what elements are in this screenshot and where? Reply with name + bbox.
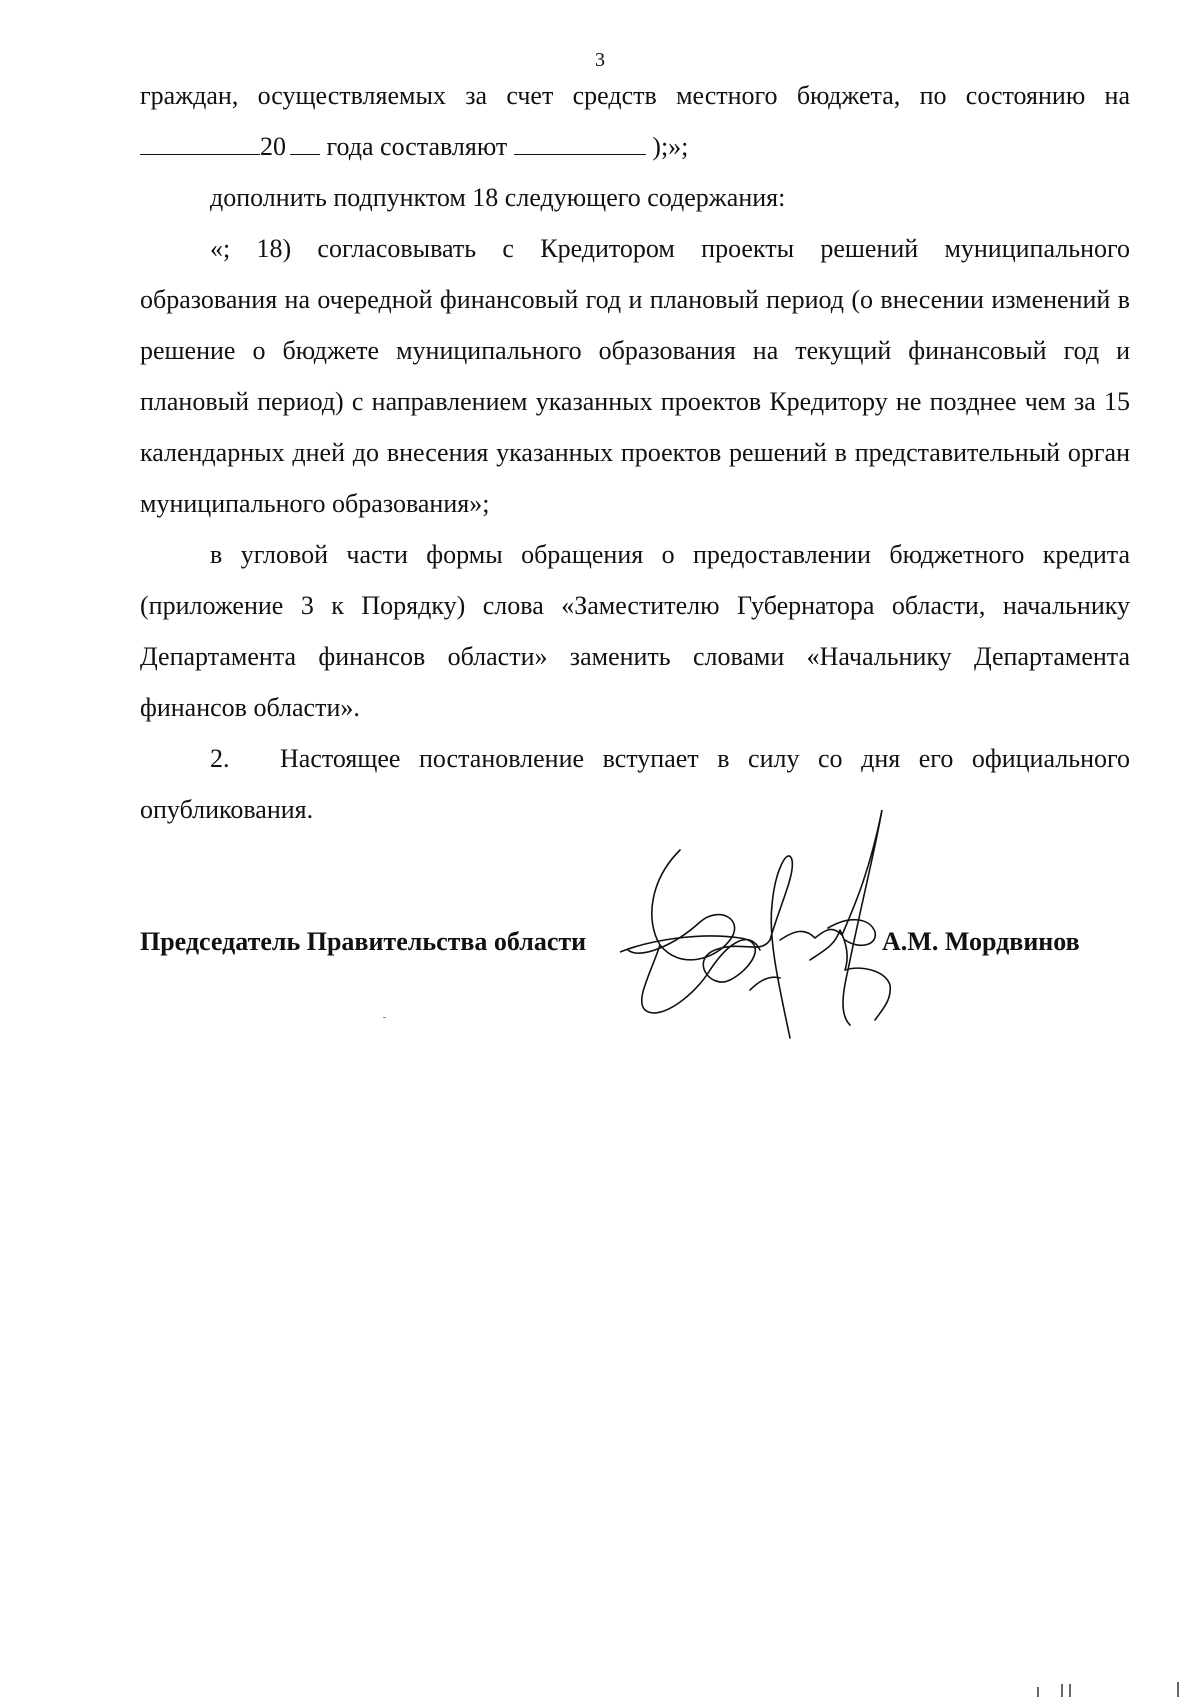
paragraph-corner-form: в угловой части формы обращения о предоставлении бюджетного кредита (приложение 3 к Порядку) слова «Заместителю Губернатора области, начальнику Департамента финансов области» заменить словами «Начальнику Департамента финансов области». [140,540,1130,722]
blank-field-year [290,132,320,155]
date-line-suffix: );»; [645,132,689,161]
handwritten-signature [620,810,910,1040]
signatory-name: А.М. Мордвинов [882,927,1080,956]
document-body [140,70,1130,835]
scan-speck [383,1017,386,1018]
page-number: 3 [595,49,605,71]
paragraph-continuation: граждан, осуществляемых за счет средств местного бюджета, по состоянию на [140,81,1130,110]
item-number: 2. [210,744,230,773]
item-2-text: Настоящее постановление вступает в силу со дня его официального опубликования. [140,744,1130,824]
signatory-title: Председатель Правительства области [140,927,587,956]
blank-field-date [140,132,260,155]
blank-field-amount [514,132,646,155]
paragraph-subitem-18: «; 18) согласовывать с Кредитором проекты решений муниципального образования на очередной финансовый год и плановый период (о внесении изменений в решение о бюджете муниципального образования на текущий финансовый год и плановый период) с направлением указанных проектов Кредитору не позднее чем за 15 календарных дней до внесения указанных проектов решений в представительный орган муниципального образования»; [140,234,1130,518]
paragraph-add-subitem: дополнить подпунктом 18 следующего содержания: [210,183,786,212]
paragraph-date-line [140,121,1130,172]
scan-edge-marks [1030,1680,1190,1697]
year-prefix: 20 [260,132,286,161]
date-line-mid-text: года составляют [320,132,514,161]
